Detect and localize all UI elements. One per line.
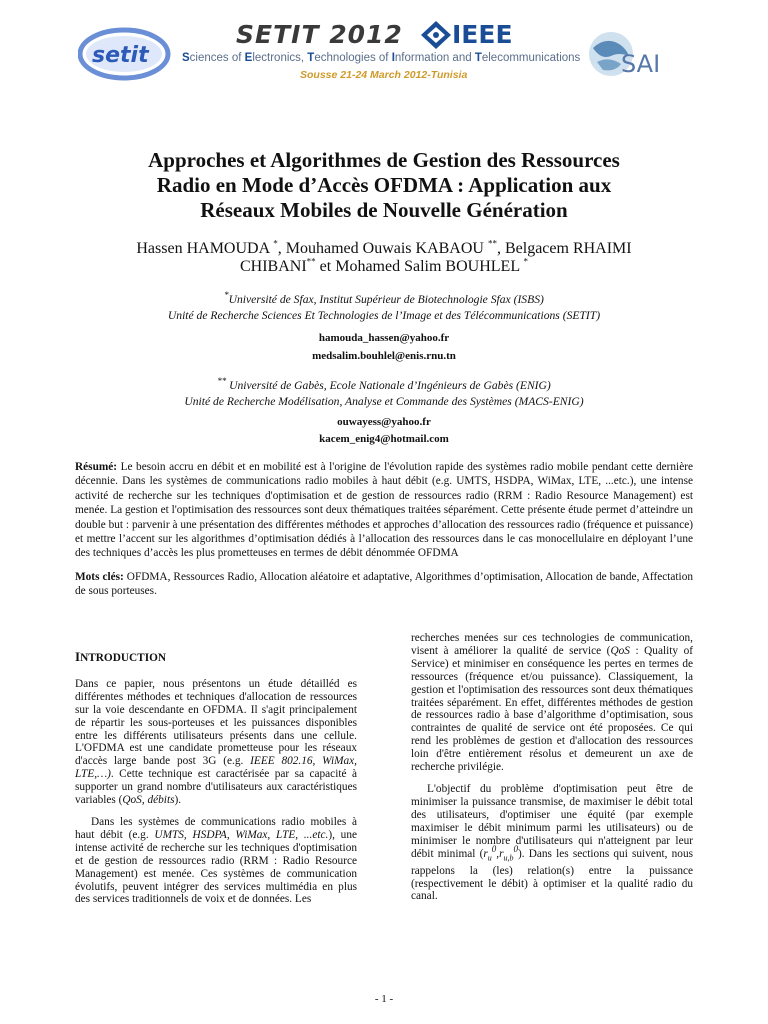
author-name: Hassen HAMOUDA (136, 240, 270, 257)
author-list (60, 240, 708, 276)
conference-subtitle (182, 52, 580, 64)
conference-date: Sousse 21-24 March 2012-Tunisia (300, 69, 468, 81)
author-name: , Mouhamed Ouwais KABAOU (277, 240, 484, 257)
text-run: . Cette technique est caractérisée par sa capacité à supporter un grand nombre d'utilisateurs aux caractéristiques variables ( (75, 768, 357, 807)
abstract-label: Résumé: (75, 461, 118, 473)
text-run: Dans ce papier, nous présentons un étude détailléd es différentes méthodes et techniques d'allocation de ressources sur la voie descendante en OFDMA. Il s'agit principalement de répartir les sous-porteuses et les puissances disponibles entre les différents utilisateurs présents dans une cellule. L'OFDMA est une candidate prometteuse pour les réseaux d'accès large bande post 3G (e.g. (75, 677, 357, 768)
affiliation-mark: ** (217, 376, 227, 387)
affiliation-mark: ** (487, 238, 497, 249)
abstract (75, 460, 693, 561)
section-initial: I (75, 649, 81, 664)
email-link[interactable]: kacem_enig4@hotmail.com (319, 433, 449, 445)
affiliation-2 (60, 378, 708, 410)
subtitle-part: echnologies of (314, 52, 392, 64)
math-symbol: r (483, 847, 488, 860)
text-run: Dans les systèmes de communications radio mobiles à haut débit (e.g. (75, 815, 357, 841)
text-run: débits (147, 794, 175, 807)
section-rest: NTRODUCTION (80, 652, 167, 664)
subtitle-part: elecommunications (481, 52, 581, 64)
ieee-logo-text: IEEE (452, 20, 513, 49)
math-comma: , (496, 847, 500, 860)
math-symbol: r (499, 847, 504, 860)
title-line: Radio en Mode d’Accès OFDMA : Application aux (156, 173, 612, 197)
subtitle-part: nformation and (394, 52, 475, 64)
keywords-text: OFDMA, Ressources Radio, Allocation aléatoire et adaptative, Algorithmes d’optimisation, Allocation de bande, Affectation de sous porteuses. (75, 571, 693, 598)
affiliation-mark: * (523, 256, 528, 267)
text-run: QoS (122, 794, 142, 807)
text-run: IEEE 802.16, WiMax, LTE,…) (75, 755, 358, 781)
keywords (75, 570, 693, 599)
subtitle-initial: S (182, 52, 190, 64)
ieee-diamond-icon (420, 20, 452, 50)
subtitle-part: ciences of (189, 52, 245, 64)
text-run: ). Dans les sections qui suivent, nous rappelons la (les) relation(s) entre la puissance (respectivement le débit) à optimiser et la qualité radio du canal. (411, 847, 693, 903)
affiliation-mark: * (273, 238, 278, 249)
subtitle-initial: E (244, 52, 253, 64)
text-run: ). (174, 794, 182, 807)
author-name: et Mohamed Salim BOUHLEL (315, 258, 520, 275)
page-number: - 1 - (374, 993, 394, 1005)
text-run: recherches menées sur ces technologies de communication, visent à améliorer la qualité de service ( (411, 632, 693, 657)
abstract-text: Le besoin accru en débit et en mobilité est à l'origine de l'évolution rapide des systèmes radio mobile pendant cette dernière décennie. Dans les systèmes de communications radio mobiles à haut débit (e.g. UMTS, HSDPA, WiMax, LTE, ...etc.), une intense activité de recherche sur les techniques d'optimisation et de gestion de ressources radio (RRM : Radio Resource Management) est menée. La gestion et l'optimisation des ressources sont deux thématiques traitées séparément. Cette présente étude permet d’atteindre un double but : parvenir à une présentation des différentes méthodes et approches d’allocation des ressources radio (fréquence et puissance) et mettre l’accent sur les algorithmes d’optimisation dédiés à l’allocation des ressources dans le cas monocellulaire en déployant l’une des techniques d’accès les plus prometteuses en termes de débit dénommée OFDMA (75, 461, 693, 560)
text-run: UMTS, HSDPA, WiMax, LTE, ...etc. (154, 828, 329, 841)
author-name: CHIBANI (240, 258, 307, 275)
text-run: L'objectif du problème d'optimisation peut être de minimiser la puissance transmise, de maximiser le débit total des utilisateurs, d'optimiser une équité (par exemple maximiser le débit minimum parmi les utilisateurs) ou de minimiser le nombre d'utilisateurs qui n'atteignent par leur débit minimal ( (411, 782, 693, 860)
author-name: , Belgacem RHAIMI (496, 240, 632, 257)
setit-logo (78, 24, 178, 82)
affiliation-mark: * (224, 290, 229, 301)
sai-logo-text: SAI (621, 50, 661, 78)
keywords-label: Mots clés: (75, 571, 124, 583)
left-column (75, 651, 357, 915)
conference-title: SETIT 2012 (236, 20, 403, 49)
affiliation-institution: Université de Gabès, Ecole Nationale d’Ingénieurs de Gabès (ENIG) (229, 379, 551, 392)
title-line: Approches et Algorithmes de Gestion des Ressources (148, 148, 620, 172)
email-link[interactable]: medsalim.bouhlel@enis.rnu.tn (312, 350, 456, 362)
paper-title (60, 148, 708, 223)
affiliation-mark: ** (306, 256, 316, 267)
paragraph (411, 783, 693, 903)
paragraph (75, 816, 357, 906)
text-run: ), une intense activité de recherche sur les techniques d'optimisation et de gestion de ressources radio (RRM : Radio Resource Management) est menée. Ces systèmes de communication évolutifs, peuvent intégrer des services multimédia en plus des services traditionnels de voix et de données. Les (75, 828, 357, 906)
subtitle-initial: T (307, 52, 315, 64)
math-subscript: u (487, 852, 492, 862)
text-run: : Quality of Service) et minimiser en conséquence les pertes en termes de ressources (fréquence et/ou puissance). Classiquement, la gestion et l'optimisation des ressources sont deux thématiques traitées séparément. En effet, différentes méthodes de gestion de ressources radio à base d’algorithme d’optimisation, sous contraintes de qualité de service ont été proposées. Ce qui rend les problèmes de gestion et d'allocation des ressources loin d'être entièrement résolus et demeurent un axe de recherche privilégie. (411, 644, 693, 774)
affiliation-unit: Unité de Recherche Sciences Et Technologies de l’Image et des Télécommunications (SETIT) (167, 309, 601, 322)
email-link[interactable]: hamouda_hassen@yahoo.fr (318, 332, 450, 344)
math-superscript: 0 (513, 843, 518, 854)
setit-logo-text: setit (92, 43, 149, 68)
sai-logo (585, 26, 695, 86)
affiliation-1 (60, 292, 708, 324)
math-r-u0 (483, 843, 518, 862)
paragraph (75, 678, 357, 807)
right-column (411, 632, 693, 912)
title-line: Réseaux Mobiles de Nouvelle Génération (200, 198, 568, 222)
subtitle-part: lectronics, (252, 52, 308, 64)
text-run: , (141, 794, 148, 807)
affiliation-institution: Université de Sfax, Institut Supérieur de Biotechnologie Sfax (ISBS) (228, 293, 544, 306)
paragraph (411, 632, 693, 774)
section-heading (75, 651, 357, 665)
subtitle-initial: I (391, 52, 395, 64)
text-run: QoS (610, 644, 630, 657)
math-subscript: u,b (503, 852, 514, 862)
subtitle-initial: T (474, 52, 482, 64)
email-link[interactable]: ouwayess@yahoo.fr (337, 416, 431, 428)
affiliation-unit: Unité de Recherche Modélisation, Analyse et Commande des Systèmes (MACS-ENIG) (184, 395, 584, 408)
math-superscript: 0 (491, 843, 497, 854)
